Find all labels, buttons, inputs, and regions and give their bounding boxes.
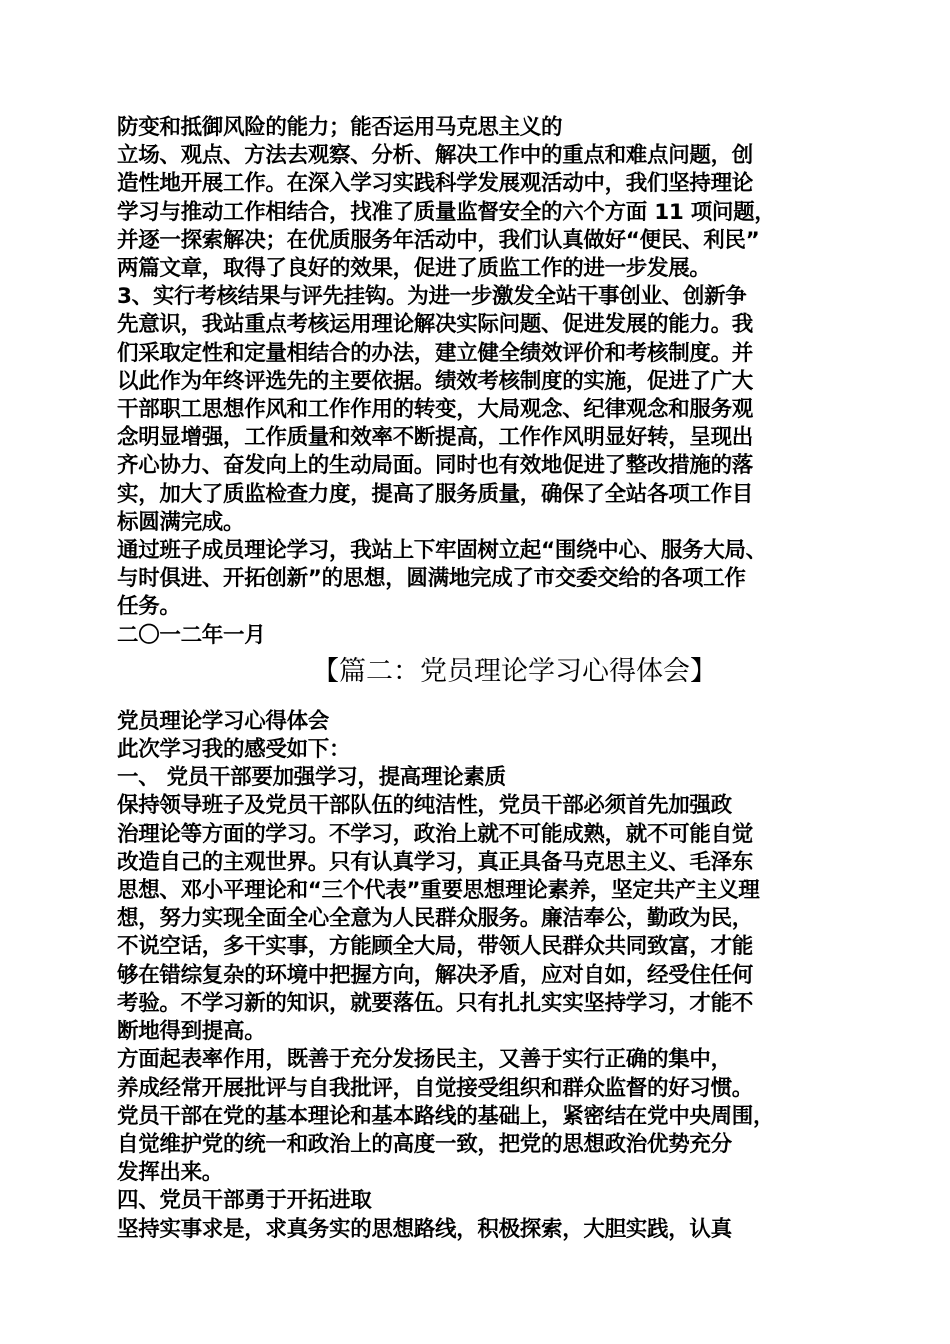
text-line: 党员干部在党的基本理论和基本路线的基础上，紧密结在党中央周围， — [117, 1103, 775, 1129]
text-line: 方面起表率作用，既善于充分发扬民主，又善于实行正确的集中， — [117, 1047, 732, 1073]
text-line: 断地得到提高。 — [117, 1019, 266, 1045]
text-line: 通过班子成员理论学习，我站上下牢固树立起“围绕中心、服务大局、 — [117, 538, 767, 564]
text-line: 实，加大了质监检查力度，提高了服务质量，确保了全站各项工作目 — [117, 481, 754, 507]
text-line: 干部职工思想作风和工作作用的转变，大局观念、纪律观念和服务观 — [117, 397, 754, 423]
part-one-body — [117, 114, 842, 650]
text-line: 二〇一二年一月 — [117, 622, 266, 648]
text-line: 坚持实事求是，求真务实的思想路线，积极探索，大胆实践，认真 — [117, 1216, 732, 1242]
text-line: 念明显增强，工作质量和效率不断提高，工作作风明显好转，呈现出 — [117, 425, 754, 451]
text-line: 立场、观点、方法去观察、分析、解决工作中的重点和难点问题，创 — [117, 143, 754, 169]
text-line: 标圆满完成。 — [117, 509, 245, 535]
text-line: 学习与推动工作相结合，找准了质量监督安全的六个方面 11 项问题， — [117, 199, 776, 225]
text-line: 以此作为年终评选先的主要依据。绩效考核制度的实施，促进了广大 — [117, 368, 754, 394]
part-two-body — [117, 708, 842, 1244]
text-line: 自觉维护党的统一和政治上的高度一致，把党的思想政治优势充分 — [117, 1131, 732, 1157]
text-line: 党员理论学习心得体会 — [117, 708, 330, 734]
text-line: 养成经常开展批评与自我批评，自觉接受组织和群众监督的好习惯。 — [117, 1075, 754, 1101]
section-heading: 【篇二：党员理论学习心得体会】 — [312, 655, 717, 687]
text-line: 想，努力实现全面全心全意为人民群众服务。廉洁奉公，勤政为民， — [117, 906, 754, 932]
text-line: 两篇文章，取得了良好的效果，促进了质监工作的进一步发展。 — [117, 256, 711, 282]
document-page — [117, 114, 842, 1244]
text-line: 并逐一探索解决；在优质服务年活动中，我们认真做好“便民、利民” — [117, 227, 760, 253]
text-line: 们采取定性和定量相结合的办法，建立健全绩效评价和考核制度。并 — [117, 340, 754, 366]
text-line: 3、实行考核结果与评先挂钩。为进一步激发全站干事创业、创新争 — [117, 284, 747, 310]
text-line: 此次学习我的感受如下： — [117, 737, 351, 763]
text-line: 思想、邓小平理论和“三个代表”重要思想理论素养，坚定共产主义理 — [117, 878, 760, 904]
text-line: 考验。不学习新的知识，就要落伍。只有扎扎实实坚持学习，才能不 — [117, 990, 754, 1016]
text-line: 一、 党员干部要加强学习，提高理论素质 — [117, 765, 506, 791]
text-line: 齐心协力、奋发向上的生动局面。同时也有效地促进了整改措施的落 — [117, 453, 754, 479]
text-line: 防变和抵御风险的能力；能否运用马克思主义的 — [117, 115, 563, 140]
text-line: 治理论等方面的学习。不学习，政治上就不可能成熟，就不可能自觉 — [117, 821, 754, 847]
text-line: 与时俱进、开拓创新”的思想，圆满地完成了市交委交给的各项工作 — [117, 566, 746, 592]
text-line: 改造自己的主观世界。只有认真学习，真正具备马克思主义、毛泽东 — [117, 849, 754, 875]
text-line: 保持领导班子及党员干部队伍的纯洁性，党员干部必须首先加强政 — [117, 793, 732, 819]
text-line: 四、党员干部勇于开拓进取 — [117, 1188, 372, 1214]
text-line: 不说空话，多干实事，方能顾全大局，带领人民群众共同致富，才能 — [117, 934, 754, 960]
text-line: 先意识，我站重点考核运用理论解决实际问题、促进发展的能力。我 — [117, 312, 754, 338]
text-line: 发挥出来。 — [117, 1160, 224, 1186]
text-line: 造性地开展工作。在深入学习实践科学发展观活动中，我们坚持理论 — [117, 171, 754, 197]
text-line: 任务。 — [117, 594, 181, 620]
text-line: 够在错综复杂的环境中把握方向，解决矛盾，应对自如，经受住任何 — [117, 962, 754, 988]
